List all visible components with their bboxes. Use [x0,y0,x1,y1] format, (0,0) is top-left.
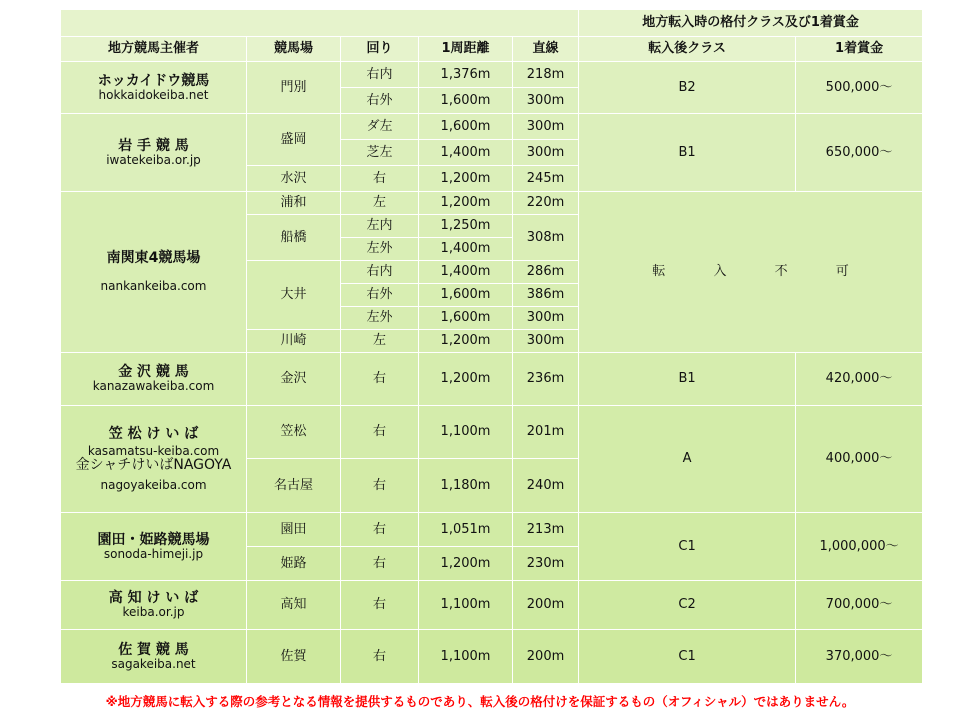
header-group-title: 地方転入時の格付クラス及び1着賞金 [579,10,923,37]
col-header-organizer: 地方競馬主催者 [61,37,247,62]
straight-cell: 386m [513,284,579,307]
track-name: 園田 [247,513,341,547]
straight-cell: 286m [513,261,579,284]
disclaimer-footnote: ※地方競馬に転入する際の参考となる情報を提供するものであり、転入後の格付けを保証するもの（オフィシャル）ではありません。 [105,694,855,709]
organizer-url: kanazawakeiba.com [92,379,215,393]
organizer-cell [61,630,247,684]
straight-cell: 230m [513,547,579,581]
table-row [61,581,923,630]
distance-cell: 1,051m [419,513,513,547]
prize-cell: 400,000～ [796,406,923,513]
straight-cell: 300m [513,140,579,166]
turn-cell: 左 [341,192,419,215]
header-row-group [61,10,923,37]
organizer-url: nankankeiba.com [100,279,207,293]
table-row [61,114,923,140]
turn-cell: 左内 [341,215,419,238]
organizer-cell [61,353,247,406]
turn-cell: 右 [341,353,419,406]
table-row [61,192,923,215]
prize-cell: 650,000～ [796,114,923,192]
track-name: 笠松 [247,406,341,459]
straight-cell: 308m [513,215,579,261]
class-cell: C1 [579,630,796,684]
turn-cell: 右 [341,166,419,192]
straight-cell: 218m [513,62,579,88]
straight-cell: 245m [513,166,579,192]
straight-cell: 300m [513,114,579,140]
turn-cell: 左外 [341,238,419,261]
track-name: 姫路 [247,547,341,581]
organizer-cell [61,62,247,114]
distance-cell: 1,200m [419,353,513,406]
organizer-name: 金 沢 競 馬 [118,364,189,380]
track-name: 金沢 [247,353,341,406]
organizer-cell [61,192,247,353]
straight-cell: 213m [513,513,579,547]
organizer-cell [61,406,247,513]
header-blank-cell [61,10,579,37]
distance-cell: 1,200m [419,166,513,192]
table-row [61,62,923,88]
turn-cell: 右 [341,459,419,513]
organizer-cell [61,114,247,192]
turn-cell: 左 [341,330,419,353]
turn-cell: 右 [341,581,419,630]
organizer-name: 岩 手 競 馬 [118,137,189,154]
class-cell: B1 [579,353,796,406]
turn-cell: ダ左 [341,114,419,140]
class-cell: C2 [579,581,796,630]
distance-cell: 1,100m [419,581,513,630]
track-name: 浦和 [247,192,341,215]
straight-cell: 300m [513,307,579,330]
turn-cell: 右内 [341,261,419,284]
track-name: 佐賀 [247,630,341,684]
straight-cell: 236m [513,353,579,406]
transfer-class-table [60,9,923,684]
organizer-name: 園田・姫路競馬場 [97,531,210,548]
organizer-cell [61,581,247,630]
turn-cell: 芝左 [341,140,419,166]
distance-cell: 1,600m [419,307,513,330]
turn-cell: 右 [341,513,419,547]
track-name: 船橋 [247,215,341,261]
class-cell: B2 [579,62,796,114]
organizer-url: keiba.or.jp [122,605,185,619]
organizer-name: 南関東4競馬場 [106,250,201,266]
organizer-name: 笠 松 け い ば [108,425,199,442]
class-cell-no-transfer: 転 入 不 可 [579,192,923,353]
col-header-prize: 1着賞金 [796,37,923,62]
straight-cell: 200m [513,581,579,630]
organizer-name: 高 知 け い ば [108,590,199,606]
distance-cell: 1,400m [419,261,513,284]
turn-cell: 右 [341,406,419,459]
turn-cell: 右内 [341,62,419,88]
track-name: 門別 [247,62,341,114]
class-cell: C1 [579,513,796,581]
table-row [61,513,923,547]
prize-cell: 420,000～ [796,353,923,406]
prize-cell: 700,000～ [796,581,923,630]
track-name: 高知 [247,581,341,630]
table-row [61,630,923,684]
prize-cell: 500,000～ [796,62,923,114]
distance-cell: 1,600m [419,88,513,114]
straight-cell: 220m [513,192,579,215]
distance-cell: 1,400m [419,238,513,261]
prize-cell: 1,000,000～ [796,513,923,581]
straight-cell: 300m [513,330,579,353]
organizer-name: ホッカイドウ競馬 [97,72,210,89]
prize-cell: 370,000～ [796,630,923,684]
organizer-url: sagakeiba.net [111,656,196,671]
col-header-distance: 1周距離 [419,37,513,62]
turn-cell: 右外 [341,88,419,114]
distance-cell: 1,100m [419,406,513,459]
table-row [61,406,923,459]
distance-cell: 1,100m [419,630,513,684]
straight-cell: 240m [513,459,579,513]
header-row-columns [61,37,923,62]
distance-cell: 1,200m [419,547,513,581]
distance-cell: 1,400m [419,140,513,166]
distance-cell: 1,200m [419,330,513,353]
track-name: 名古屋 [247,459,341,513]
organizer-cell [61,513,247,581]
col-header-turn: 回り [341,37,419,62]
distance-cell: 1,180m [419,459,513,513]
distance-cell: 1,600m [419,114,513,140]
col-header-straight: 直線 [513,37,579,62]
distance-cell: 1,376m [419,62,513,88]
turn-cell: 左外 [341,307,419,330]
table-row [61,353,923,406]
turn-cell: 右外 [341,284,419,307]
track-name: 川崎 [247,330,341,353]
straight-cell: 300m [513,88,579,114]
class-cell: B1 [579,114,796,192]
distance-cell: 1,600m [419,284,513,307]
track-name: 盛岡 [247,114,341,166]
organizer-name: 佐 賀 競 馬 [118,641,189,658]
organizer-name-secondary: 金シャチけいばNAGOYA [75,456,232,473]
turn-cell: 右 [341,547,419,581]
col-header-class: 転入後クラス [579,37,796,62]
track-name: 大井 [247,261,341,330]
col-header-track: 競馬場 [247,37,341,62]
organizer-url: hokkaidokeiba.net [98,87,209,102]
organizer-url-secondary: nagoyakeiba.com [100,477,207,492]
turn-cell: 右 [341,630,419,684]
organizer-url: kasamatsu-keiba.com [87,443,220,458]
track-name: 水沢 [247,166,341,192]
straight-cell: 200m [513,630,579,684]
straight-cell: 201m [513,406,579,459]
organizer-url: iwatekeiba.or.jp [106,152,201,167]
distance-cell: 1,250m [419,215,513,238]
organizer-url: sonoda-himeji.jp [103,546,204,561]
class-cell: A [579,406,796,513]
distance-cell: 1,200m [419,192,513,215]
